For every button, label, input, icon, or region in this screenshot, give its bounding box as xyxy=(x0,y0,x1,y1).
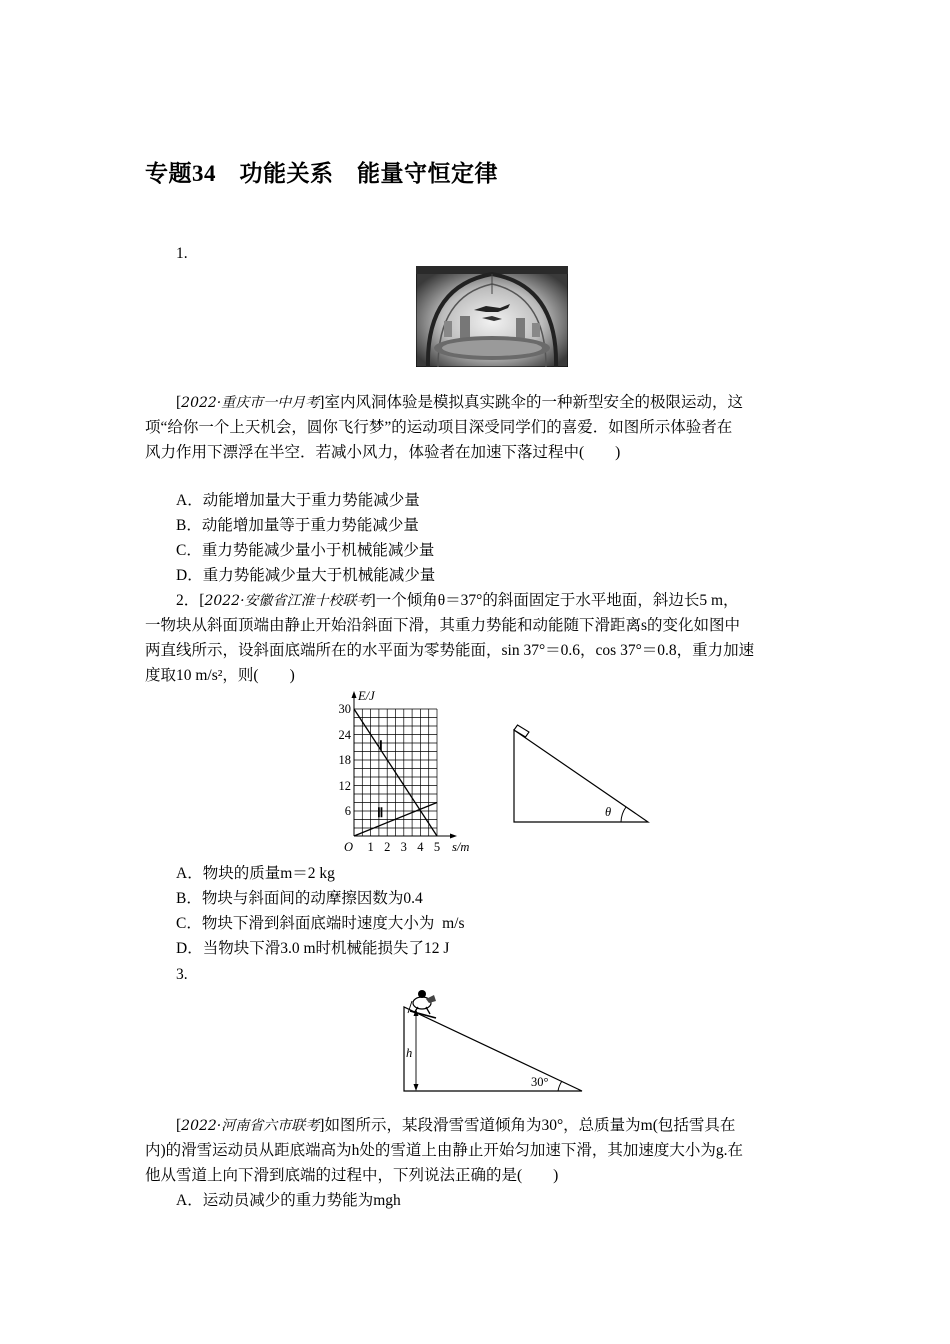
height-label: h xyxy=(406,1046,413,1060)
q2-option-b[interactable]: B．物块与斜面间的动摩擦因数为0.4 xyxy=(176,890,423,907)
angle-arc xyxy=(621,807,626,822)
q2-line4: 度取10 m/s²，则( ) xyxy=(145,667,295,684)
x-axis-label: s/m xyxy=(452,840,470,854)
slope-angle-arc xyxy=(558,1081,562,1091)
q2-option-c[interactable]: C．物块下滑到斜面底端时速度大小为 m/s xyxy=(176,915,465,932)
xtick-2: 2 xyxy=(384,840,391,854)
height-arrow-bottom xyxy=(414,1084,419,1091)
ytick-12: 12 xyxy=(338,779,351,793)
page-title: 专题34 功能关系 能量守恒定律 xyxy=(145,161,498,186)
xtick-1: 1 xyxy=(367,840,374,854)
ytick-18: 18 xyxy=(338,753,351,767)
q3-line2: 内)的滑雪运动员从距底端高为h处的雪道上由静止开始匀加速下滑，其加速度大小为g.在 xyxy=(145,1142,744,1159)
incline-figure xyxy=(508,724,653,828)
ytick-30: 30 xyxy=(338,702,351,716)
block xyxy=(514,725,529,737)
q2-line2: 一物块从斜面顶端由静止开始沿斜面下滑，其重力势能和动能随下滑距离s的变化如图中 xyxy=(145,617,741,634)
angle-label-30: 30° xyxy=(531,1075,549,1089)
line2-label: Ⅱ xyxy=(377,805,384,820)
q1-option-b[interactable]: B．动能增加量等于重力势能减少量 xyxy=(176,517,419,534)
skier-icon xyxy=(408,990,436,1018)
q1-option-c[interactable]: C．重力势能减少量小于机械能减少量 xyxy=(176,542,435,559)
q3-line1: [2022·河南省六市联考]如图所示，某段滑雪雪道倾角为30°，总质量为m(包括雪具在 xyxy=(176,1117,736,1134)
x-axis-arrow xyxy=(450,834,457,839)
ski-slope-figure xyxy=(398,985,588,1095)
q1-option-d[interactable]: D．重力势能减少量大于机械能减少量 xyxy=(176,567,436,584)
origin-label: O xyxy=(343,840,353,854)
line1-label: Ⅰ xyxy=(379,738,383,753)
y-axis-label: E/J xyxy=(358,689,375,703)
xtick-5: 5 xyxy=(433,840,441,854)
ytick-24: 24 xyxy=(338,728,351,742)
q2-option-a[interactable]: A．物块的质量m＝2 kg xyxy=(176,865,335,882)
q2-line1: 2．[2022·安徽省江淮十校联考]一个倾角θ＝37°的斜面固定于水平地面，斜边长5 m， xyxy=(176,592,739,609)
wind-tunnel-photo xyxy=(416,266,568,367)
q2-line3: 两直线所示，设斜面底端所在的水平面为零势能面，sin 37°＝0.6，cos 37°＝0.8，重力加速 xyxy=(145,642,755,659)
q2-option-d[interactable]: D．当物块下滑3.0 m时机械能损失了12 J xyxy=(176,940,450,957)
q1-line2: 项“给你一个上天机会，圆你飞行梦”的运动项目深受同学们的喜爱．如图所示体验者在 xyxy=(145,419,733,436)
angle-label: θ xyxy=(605,805,612,819)
xtick-3: 3 xyxy=(400,840,407,854)
ytick-6: 6 xyxy=(344,804,351,818)
xtick-4: 4 xyxy=(417,840,424,854)
slope-triangle xyxy=(404,1007,582,1091)
y-axis-arrow xyxy=(352,691,357,698)
q3-option-a[interactable]: A．运动员减少的重力势能为mgh xyxy=(176,1192,401,1209)
incline-triangle xyxy=(514,730,648,822)
q3-number: 3. xyxy=(176,966,188,983)
q1-line1: [2022·重庆市一中月考]室内风洞体验是模拟真实跳伞的一种新型安全的极限运动，这 xyxy=(176,394,743,411)
q1-option-a[interactable]: A．动能增加量大于重力势能减少量 xyxy=(176,492,420,509)
q1-line3: 风力作用下漂浮在半空．若减小风力，体验者在加速下落过程中( ) xyxy=(145,444,621,461)
energy-distance-graph xyxy=(325,688,475,856)
q3-line3: 他从雪道上向下滑到底端的过程中，下列说法正确的是( ) xyxy=(145,1167,559,1184)
q1-number: 1. xyxy=(176,245,188,262)
